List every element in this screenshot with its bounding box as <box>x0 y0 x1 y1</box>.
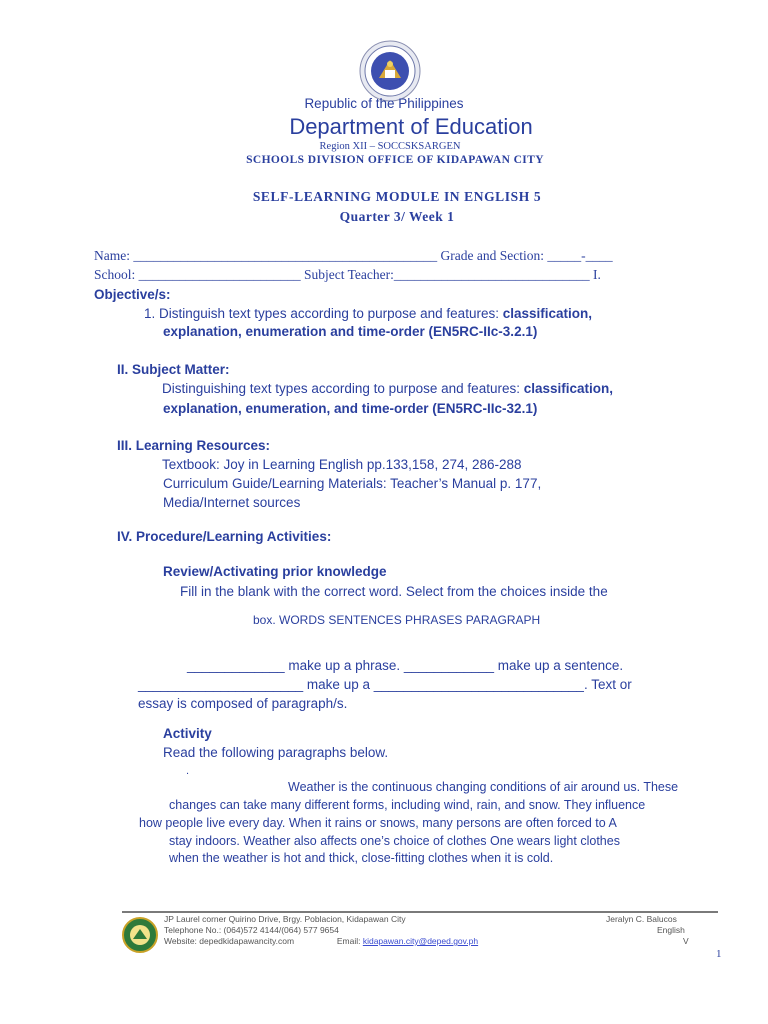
footer-website: Website: depedkidapawancity.com <box>164 936 295 946</box>
activity-instruction: Read the following paragraphs below. <box>163 745 389 760</box>
paragraph-line-3: how people live every day. When it rains or snows, many persons are often forced to A <box>139 816 617 830</box>
objective-item-1 <box>144 306 592 321</box>
division-seal-logo <box>122 917 158 953</box>
objective-item-1-cont <box>163 324 537 339</box>
paragraph-line-2: changes can take many different forms, including wind, rain, and snow. They influence <box>169 798 646 812</box>
deped-seal-logo <box>359 40 421 102</box>
review-instruction-2: box. WORDS SENTENCES PHRASES PARAGRAPH <box>253 613 541 627</box>
footer-subject: English <box>657 925 685 935</box>
resource-media: Media/Internet sources <box>163 495 301 510</box>
objective-text: 1. Distinguish text types according to purpose and features: <box>144 306 503 321</box>
subject-matter-heading: II. Subject Matter: <box>117 362 230 377</box>
subject-matter-line-2 <box>163 401 537 416</box>
department-title: Department of Education <box>289 114 533 139</box>
review-heading: Review/Activating prior knowledge <box>163 564 387 579</box>
objectives-heading: Objective/s: <box>94 287 171 302</box>
resources-heading: III. Learning Resources: <box>117 438 271 453</box>
footer-email-link[interactable]: kidapawan.city@deped.gov.ph <box>362 936 479 946</box>
region-label: Region XII – SOCCSKSARGEN <box>319 141 461 152</box>
review-instruction-1: Fill in the blank with the correct word. Select from the choices inside the <box>180 584 608 599</box>
objective-code: (EN5RC-IIc-3.2.1) <box>424 324 538 339</box>
paragraph-line-4: stay indoors. Weather also affects one’s choice of clothes One wears light clothes <box>169 834 620 848</box>
resource-curriculum: Curriculum Guide/Learning Materials: Teacher’s Manual p. 177, <box>163 476 542 491</box>
footer-grade: V <box>683 936 689 946</box>
footer-address: JP Laurel corner Quirino Drive, Brgy. Poblacion, Kidapawan City <box>164 914 406 924</box>
activity-heading: Activity <box>163 726 212 741</box>
subject-matter-code: (EN5RC-IIc-32.1) <box>428 401 538 416</box>
objective-bold-1: classification, <box>502 306 593 321</box>
footer-web-email <box>164 936 478 946</box>
footer-author: Jeralyn C. Balucos <box>606 914 677 924</box>
footer-telephone: Telephone No.: (064)572 4144/(064) 577 9654 <box>164 925 339 935</box>
procedure-heading: IV. Procedure/Learning Activities: <box>117 529 332 544</box>
paragraph-line-5: when the weather is hot and thick, close-fitting clothes when it is cold. <box>169 851 554 865</box>
module-title: SELF-LEARNING MODULE IN ENGLISH 5 <box>252 189 542 204</box>
fill-blank-line-1: _____________ make up a phrase. ____________ make up a sentence. <box>187 658 624 673</box>
objective-bold-2: explanation, enumeration and time-order <box>163 324 425 339</box>
page-number: 1 <box>716 948 722 960</box>
subject-matter-bold-1: classification, <box>523 381 614 396</box>
subject-matter-line-1 <box>162 381 613 396</box>
fill-blank-line-2: ______________________ make up a ____________________________. Text or <box>138 677 632 692</box>
division-label: SCHOOLS DIVISION OFFICE OF KIDAPAWAN CITY <box>246 154 544 166</box>
footer-divider <box>122 911 718 913</box>
paragraph-line-1: Weather is the continuous changing conditions of air around us. These <box>288 780 679 794</box>
resource-textbook: Textbook: Joy in Learning English pp.133,158, 274, 286-288 <box>162 457 522 472</box>
name-field-line: Name: _____________________________________________ Grade and Section: _____-____ <box>94 248 613 263</box>
activity-dot: . <box>186 765 190 777</box>
fill-blank-line-3: essay is composed of paragraph/s. <box>138 696 348 711</box>
school-field-line: School: ________________________ Subject Teacher:_____________________________ I. <box>94 267 601 282</box>
module-quarter: Quarter 3/ Week 1 <box>339 209 455 224</box>
subject-matter-bold-2: explanation, enumeration, and time-order <box>163 401 429 416</box>
republic-label: Republic of the Philippines <box>304 96 464 111</box>
footer-email-label: Email: <box>336 936 363 946</box>
subject-matter-text: Distinguishing text types according to purpose and features: <box>162 381 524 396</box>
